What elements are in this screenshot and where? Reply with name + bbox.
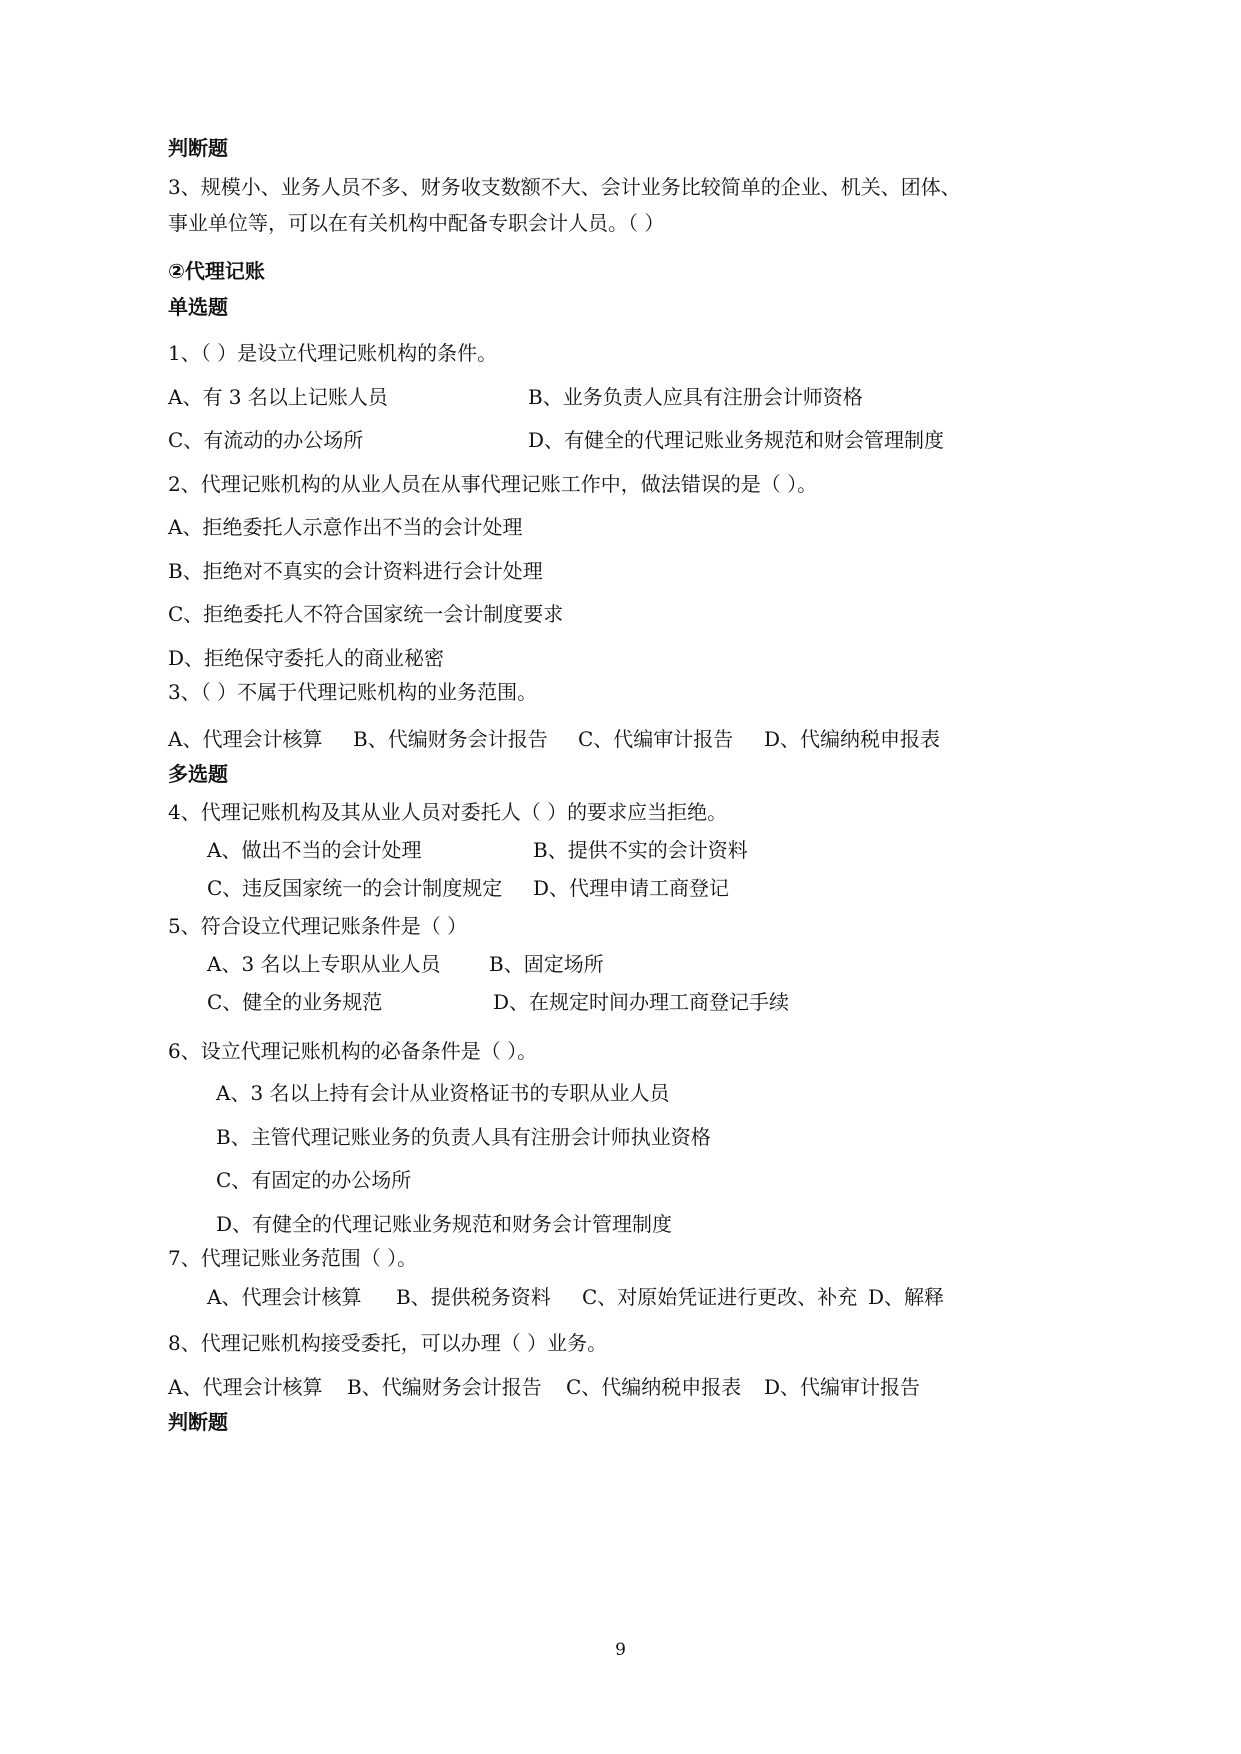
q4-option-c: C、违反国家统一的会计制度规定 xyxy=(207,876,503,900)
q7-option-c: C、对原始凭证进行更改、补充 xyxy=(582,1285,858,1309)
q5-stem: 5、符合设立代理记账条件是（ ） xyxy=(168,914,468,938)
q6-stem: 6、设立代理记账机构的必备条件是（ ）。 xyxy=(168,1039,538,1063)
q7-option-d: D、解释 xyxy=(868,1285,945,1309)
q6-option-d: D、有健全的代理记账业务规范和财务会计管理制度 xyxy=(216,1212,673,1236)
q7-option-b: B、提供税务资料 xyxy=(396,1285,551,1309)
q6-option-c: C、有固定的办公场所 xyxy=(216,1168,412,1192)
q1-option-c: C、有流动的办公场所 xyxy=(168,428,364,452)
question-3-line2: 事业单位等，可以在有关机构中配备专职会计人员。（ ） xyxy=(168,211,665,235)
q5-option-b: B、固定场所 xyxy=(489,952,604,976)
q7-stem: 7、代理记账业务范围（ ）。 xyxy=(168,1246,418,1270)
q5-option-c: C、健全的业务规范 xyxy=(207,990,383,1014)
section-title: ②代理记账 xyxy=(168,259,265,283)
q1-option-b: B、业务负责人应具有注册会计师资格 xyxy=(528,385,863,409)
q2-stem: 2、代理记账机构的从业人员在从事代理记账工作中，做法错误的是（ ）。 xyxy=(168,472,818,496)
page-number: 9 xyxy=(615,1640,626,1660)
q1-option-d: D、有健全的代理记账业务规范和财会管理制度 xyxy=(528,428,945,452)
question-3-line1: 3、规模小、业务人员不多、财务收支数额不大、会计业务比较简单的企业、机关、团体、 xyxy=(168,175,961,199)
q4-option-b: B、提供不实的会计资料 xyxy=(533,838,748,862)
q8-option-b: B、代编财务会计报告 xyxy=(347,1375,542,1399)
section-label-single: 单选题 xyxy=(168,295,228,319)
q4-stem: 4、代理记账机构及其从业人员对委托人（ ）的要求应当拒绝。 xyxy=(168,800,728,824)
q2-option-d: D、拒绝保守委托人的商业秘密 xyxy=(168,646,445,670)
q8-stem: 8、代理记账机构接受委托，可以办理（ ）业务。 xyxy=(168,1331,608,1355)
q6-option-b: B、主管代理记账业务的负责人具有注册会计师执业资格 xyxy=(216,1125,711,1149)
q3-option-c: C、代编审计报告 xyxy=(578,727,734,751)
q3-option-d: D、代编纳税申报表 xyxy=(764,727,941,751)
section-label-judge-2: 判断题 xyxy=(168,1410,228,1434)
q1-stem: 1、（ ）是设立代理记账机构的条件。 xyxy=(168,341,498,365)
q3-option-b: B、代编财务会计报告 xyxy=(353,727,548,751)
q8-option-c: C、代编纳税申报表 xyxy=(566,1375,742,1399)
section-label-multi: 多选题 xyxy=(168,762,228,786)
q2-option-b: B、拒绝对不真实的会计资料进行会计处理 xyxy=(168,559,543,583)
q3-option-a: A、代理会计核算 xyxy=(168,727,323,751)
q4-option-a: A、做出不当的会计处理 xyxy=(207,838,422,862)
q5-option-d: D、在规定时间办理工商登记手续 xyxy=(493,990,790,1014)
q4-option-d: D、代理申请工商登记 xyxy=(533,876,730,900)
section-label-judge: 判断题 xyxy=(168,136,228,160)
q2-option-a: A、拒绝委托人示意作出不当的会计处理 xyxy=(168,515,523,539)
q7-option-a: A、代理会计核算 xyxy=(207,1285,362,1309)
q5-option-a: A、3 名以上专职从业人员 xyxy=(207,952,441,976)
q8-option-a: A、代理会计核算 xyxy=(168,1375,323,1399)
q3-stem: 3、（ ）不属于代理记账机构的业务范围。 xyxy=(168,680,538,704)
q8-option-d: D、代编审计报告 xyxy=(764,1375,921,1399)
q1-option-a: A、有 3 名以上记账人员 xyxy=(168,385,388,409)
q2-option-c: C、拒绝委托人不符合国家统一会计制度要求 xyxy=(168,602,564,626)
q6-option-a: A、3 名以上持有会计从业资格证书的专职从业人员 xyxy=(216,1081,670,1105)
